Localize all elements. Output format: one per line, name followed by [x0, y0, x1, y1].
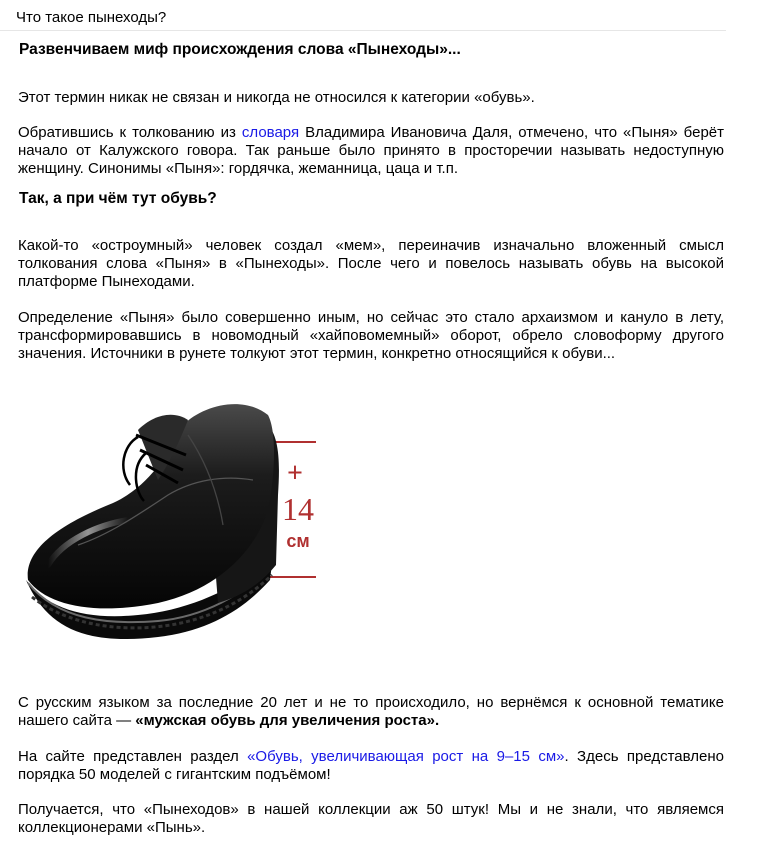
p2-before: Обратившись к толкованию из	[18, 124, 242, 141]
page-title: Что такое пынеходы?	[16, 9, 167, 26]
height-unit: см	[286, 531, 310, 551]
paragraph-dahl	[18, 124, 724, 178]
plus-label: +	[287, 458, 303, 489]
p6-before: На сайте представлен раздел	[18, 748, 248, 765]
shoe-image	[18, 375, 324, 667]
p2-after: Владимира Ивановича Даля, отмечено, что «Пыня» берёт начало от Калужского говора. Так раньше было принято в просторечии называть недоступную женщину. Синонимы «Пыня»: гордячка, жеманница, цаца и т.п.	[18, 124, 724, 177]
height-number: 14	[282, 491, 314, 527]
heading-shoes: Так, а при чём тут обувь?	[19, 190, 217, 207]
paragraph-language	[18, 694, 724, 730]
paragraph-meme: Какой-то «остроумный» человек создал «мем», переиначив изначально вложенный смысл толкования слова «Пыня» в «Пынеходы». После чего и повелось называть обувь на высокой платформе Пынеходами.	[18, 237, 724, 290]
paragraph-term: Этот термин никак не связан и никогда не относился к категории «обувь».	[18, 89, 535, 106]
paragraph-section	[18, 748, 724, 784]
p5-before: С русским языком за последние 20 лет и не то происходило, но вернёмся к основной тематике нашего сайта —	[18, 694, 724, 729]
p5-bold: «мужская обувь для увеличения роста».	[135, 712, 440, 729]
paragraph-definition: Определение «Пыня» было совершенно иным, но сейчас это стало архаизмом и кануло в лету, трансформировавшись в новомодный «хайповомемный» оборот, обрело словоформу другого значения. Источники в рунете толкуют этот термин, конкретно относящийся к обуви...	[18, 309, 724, 362]
heading-myth: Развенчиваем миф происхождения слова «Пынеходы»...	[19, 41, 461, 58]
p6-after: . Здесь представлено порядка 50 моделей с гигантским подъёмом!	[18, 748, 724, 783]
paragraph-collection: Получается, что «Пынеходов» в нашей коллекции аж 50 штук! Мы и не знали, что являемся коллекционерами «Пынь».	[18, 801, 724, 836]
section-link[interactable]: «Обувь, увеличивающая рост на 9–15 см»	[247, 748, 565, 765]
dictionary-link[interactable]: словаря	[241, 124, 300, 141]
top-bar	[0, 0, 726, 31]
